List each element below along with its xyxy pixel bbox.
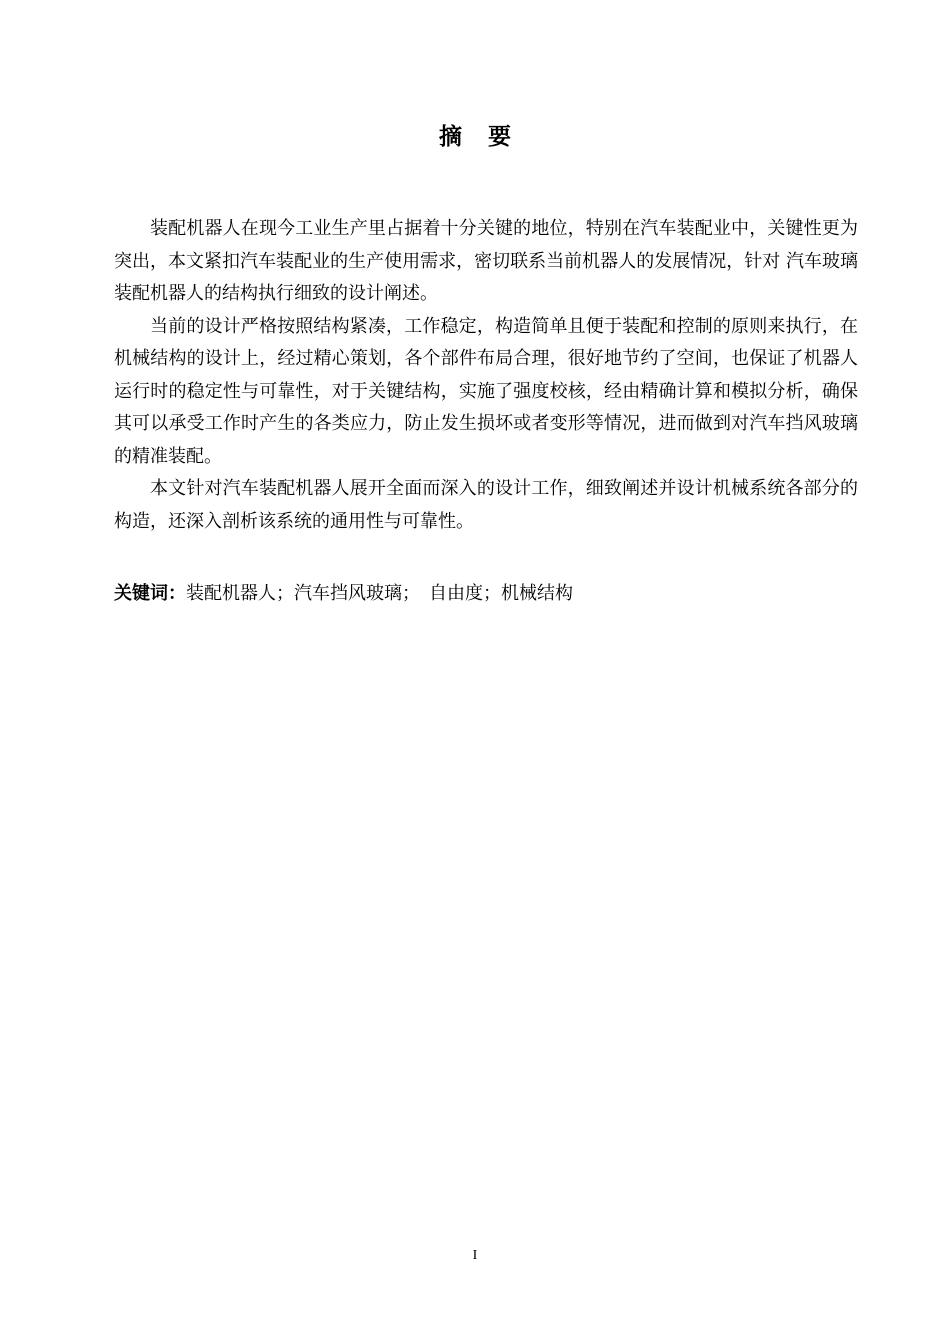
abstract-paragraph-3: 本文针对汽车装配机器人展开全面而深入的设计工作，细致阐述并设计机械系统各部分的构造，还深入剖析该系统的通用性与可靠性。 (114, 478, 858, 532)
page-number: I (472, 1248, 478, 1263)
abstract-paragraph-2: 当前的设计严格按照结构紧凑，工作稳定，构造简单且便于装配和控制的原则来执行，在机械结构的设计上，经过精心策划，各个部件布局合理，很好地节约了空间，也保证了机器人运行时的稳定性与可靠性，对于关键结构，实施了强度校核，经由精确计算和模拟分析，确保其可以承受工作时产生的各类应力，防止发生损坏或者变形等情况，进而做到对汽车挡风玻璃的精准装配。 (114, 315, 858, 467)
title-char-1: 摘 (439, 124, 462, 150)
keywords-label: 关键词： (114, 583, 186, 604)
keywords-text: 装配机器人；汽车挡风玻璃； 自由度；机械结构 (186, 583, 573, 604)
page-title (0, 122, 950, 152)
title-char-2: 要 (488, 124, 511, 150)
abstract-body (114, 213, 858, 538)
keywords-line (114, 579, 858, 609)
abstract-paragraph-1: 装配机器人在现今工业生产里占据着十分关键的地位，特别在汽车装配业中，关键性更为突出，本文紧扣汽车装配业的生产使用需求，密切联系当前机器人的发展情况，针对 汽车玻璃装配机器人的结构执行细致的设计阐述。 (114, 218, 858, 304)
